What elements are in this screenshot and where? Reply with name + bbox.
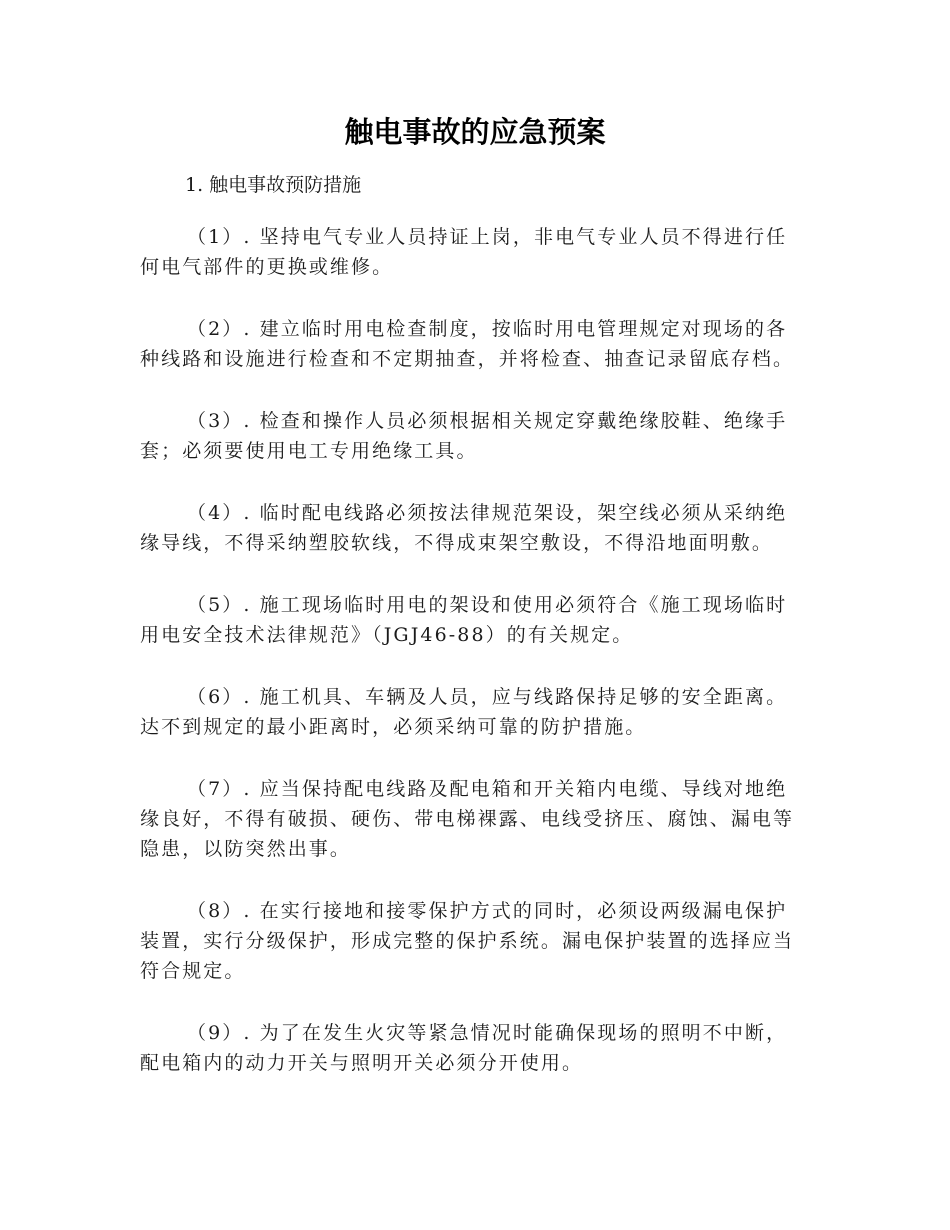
paragraph-9: （9）. 为了在发生火灾等紧急情况时能确保现场的照明不中断，配电箱内的动力开关与照明开关必须分开使用。 xyxy=(140,1022,788,1074)
paragraph-7: （7）. 应当保持配电线路及配电箱和开关箱内电缆、导线对地绝缘良好，不得有破损、硬伤、带电梯裸露、电线受挤压、腐蚀、漏电等隐患，以防突然出事。 xyxy=(140,778,795,860)
paragraph-8: （8）. 在实行接地和接零保护方式的同时，必须设两级漏电保护装置，实行分级保护，形成完整的保护系统。漏电保护装置的选择应当符合规定。 xyxy=(140,900,795,982)
paragraph-6: （6）. 施工机具、车辆及人员，应与线路保持足够的安全距离。达不到规定的最小距离时，必须采纳可靠的防护措施。 xyxy=(140,686,788,738)
section-heading: 1. 触电事故预防措施 xyxy=(185,174,362,196)
document-body xyxy=(140,222,808,1110)
paragraph-3: （3）. 检查和操作人员必须根据相关规定穿戴绝缘胶鞋、绝缘手套；必须要使用电工专用绝缘工具。 xyxy=(140,410,788,462)
paragraph-4: （4）. 临时配电线路必须按法律规范架设，架空线必须从采纳绝缘导线，不得采纳塑胶软线，不得成束架空敷设，不得沿地面明敷。 xyxy=(140,502,788,554)
paragraph-1: （1）. 坚持电气专业人员持证上岗，非电气专业人员不得进行任何电气部件的更换或维修。 xyxy=(140,226,788,278)
paragraph-2: （2）. 建立临时用电检查制度，按临时用电管理规定对现场的各种线路和设施进行检查和不定期抽查，并将检查、抽查记录留底存档。 xyxy=(140,318,795,370)
paragraph-5: （5）. 施工现场临时用电的架设和使用必须符合《施工现场临时用电安全技术法律规范》（JGJ46-88）的有关规定。 xyxy=(140,594,788,646)
document-title: 触电事故的应急预案 xyxy=(344,115,606,149)
